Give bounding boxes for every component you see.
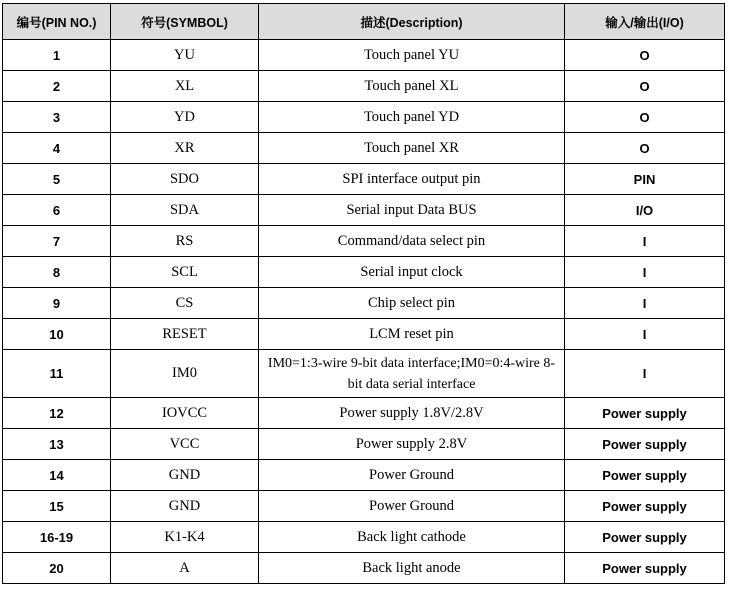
description-cell: SPI interface output pin [259, 164, 565, 195]
description-cell: Chip select pin [259, 288, 565, 319]
description-cell: Touch panel YD [259, 102, 565, 133]
pin-number-cell: 10 [3, 319, 111, 350]
io-cell: O [565, 71, 725, 102]
pin-number-cell: 11 [3, 350, 111, 398]
header-description: 描述(Description) [259, 4, 565, 40]
pin-number-cell: 15 [3, 491, 111, 522]
io-cell: I [565, 350, 725, 398]
table-row [3, 398, 725, 429]
symbol-cell: YD [111, 102, 259, 133]
io-cell: PIN [565, 164, 725, 195]
table-row [3, 257, 725, 288]
description-cell: Serial input Data BUS [259, 195, 565, 226]
pin-number-cell: 8 [3, 257, 111, 288]
description-cell: Back light cathode [259, 522, 565, 553]
table-row [3, 164, 725, 195]
io-cell: O [565, 40, 725, 71]
header-io: 输入/输出(I/O) [565, 4, 725, 40]
io-cell: I [565, 288, 725, 319]
io-cell: O [565, 102, 725, 133]
table-row [3, 350, 725, 398]
io-cell: Power supply [565, 398, 725, 429]
io-cell: Power supply [565, 553, 725, 584]
table-row [3, 226, 725, 257]
pin-number-cell: 20 [3, 553, 111, 584]
table-body [3, 40, 725, 584]
io-cell: I/O [565, 195, 725, 226]
pin-number-cell: 14 [3, 460, 111, 491]
table-row [3, 71, 725, 102]
table-row [3, 195, 725, 226]
description-cell: Power supply 2.8V [259, 429, 565, 460]
pin-number-cell: 12 [3, 398, 111, 429]
description-cell: Power Ground [259, 460, 565, 491]
description-cell: Power supply 1.8V/2.8V [259, 398, 565, 429]
io-cell: Power supply [565, 429, 725, 460]
table-row [3, 133, 725, 164]
symbol-cell: CS [111, 288, 259, 319]
symbol-cell: SDA [111, 195, 259, 226]
io-cell: I [565, 257, 725, 288]
description-cell: LCM reset pin [259, 319, 565, 350]
symbol-cell: XL [111, 71, 259, 102]
pin-number-cell: 13 [3, 429, 111, 460]
table-row [3, 319, 725, 350]
table-row [3, 40, 725, 71]
symbol-cell: GND [111, 460, 259, 491]
table-row [3, 429, 725, 460]
pin-number-cell: 4 [3, 133, 111, 164]
io-cell: Power supply [565, 460, 725, 491]
symbol-cell: A [111, 553, 259, 584]
io-cell: Power supply [565, 522, 725, 553]
pin-number-cell: 7 [3, 226, 111, 257]
symbol-cell: IM0 [111, 350, 259, 398]
pin-number-cell: 1 [3, 40, 111, 71]
description-cell: IM0=1:3-wire 9-bit data interface;IM0=0:4-wire 8-bit data serial interface [259, 350, 565, 398]
description-cell: Serial input clock [259, 257, 565, 288]
description-cell: Touch panel XL [259, 71, 565, 102]
description-cell: Touch panel YU [259, 40, 565, 71]
table-row [3, 102, 725, 133]
symbol-cell: GND [111, 491, 259, 522]
io-cell: Power supply [565, 491, 725, 522]
table-row [3, 522, 725, 553]
pin-number-cell: 2 [3, 71, 111, 102]
symbol-cell: RESET [111, 319, 259, 350]
pin-number-cell: 6 [3, 195, 111, 226]
table-row [3, 460, 725, 491]
description-cell: Back light anode [259, 553, 565, 584]
symbol-cell: YU [111, 40, 259, 71]
pin-number-cell: 16-19 [3, 522, 111, 553]
symbol-cell: K1-K4 [111, 522, 259, 553]
pin-number-cell: 5 [3, 164, 111, 195]
pin-definition-table [2, 3, 725, 584]
table-header [3, 4, 725, 40]
io-cell: I [565, 226, 725, 257]
symbol-cell: XR [111, 133, 259, 164]
pin-number-cell: 3 [3, 102, 111, 133]
header-row [3, 4, 725, 40]
header-symbol: 符号(SYMBOL) [111, 4, 259, 40]
header-pin-no: 编号(PIN NO.) [3, 4, 111, 40]
symbol-cell: SCL [111, 257, 259, 288]
table-row [3, 288, 725, 319]
table-row [3, 553, 725, 584]
description-cell: Command/data select pin [259, 226, 565, 257]
description-cell: Power Ground [259, 491, 565, 522]
table-row [3, 491, 725, 522]
description-cell: Touch panel XR [259, 133, 565, 164]
io-cell: O [565, 133, 725, 164]
symbol-cell: SDO [111, 164, 259, 195]
io-cell: I [565, 319, 725, 350]
symbol-cell: VCC [111, 429, 259, 460]
symbol-cell: RS [111, 226, 259, 257]
pin-number-cell: 9 [3, 288, 111, 319]
symbol-cell: IOVCC [111, 398, 259, 429]
